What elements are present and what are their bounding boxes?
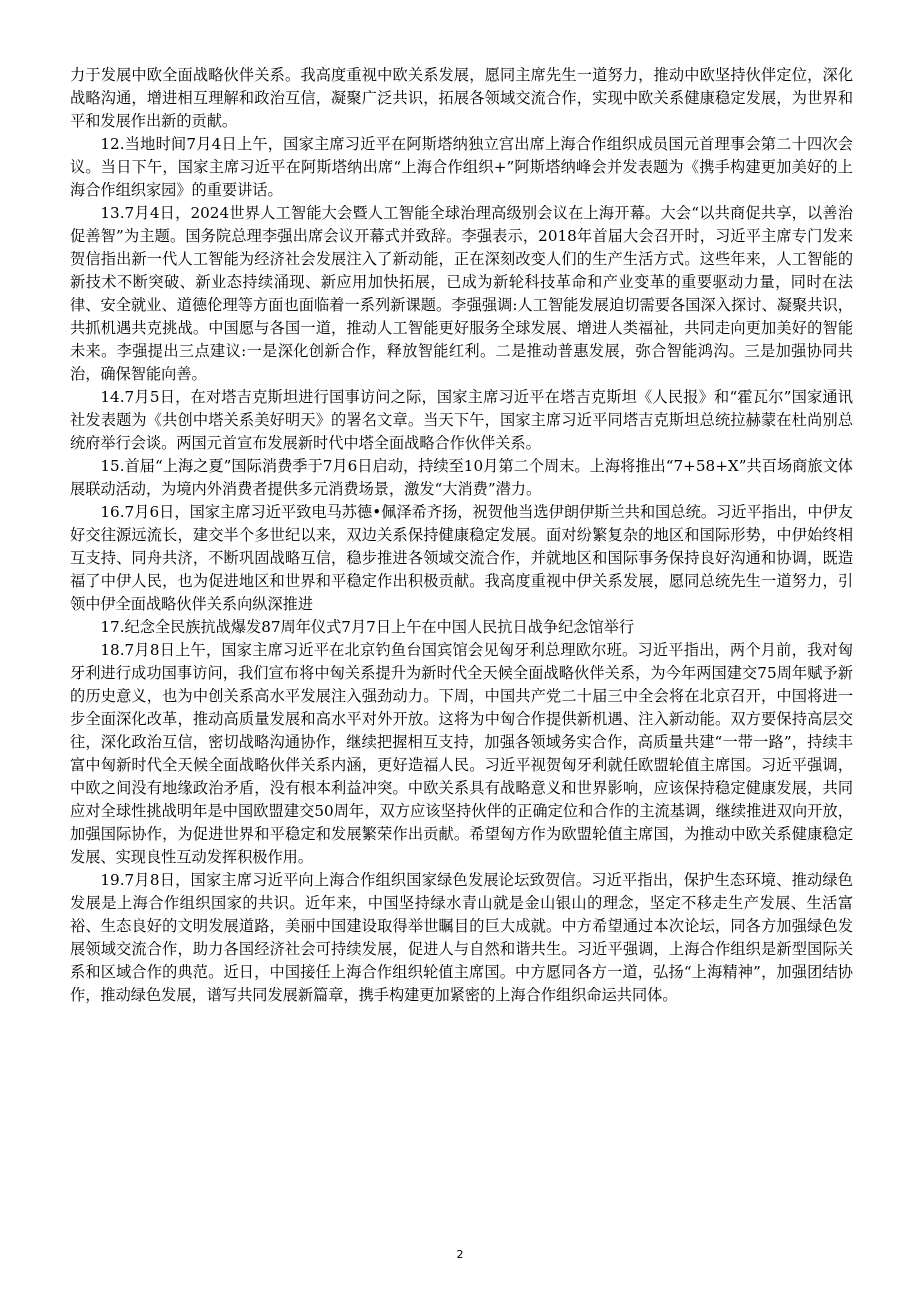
paragraph-item-12: 12.当地时间7月4日上午，国家主席习近平在阿斯塔纳独立宫出席上海合作组织成员国元首理事会第二十四次会议。当日下午，国家主席习近平在阿斯塔纳出席“上海合作组织+”阿斯塔纳峰会并发表题为《携手构建更加美好的上海合作组织家园》的重要讲话。 bbox=[70, 135, 853, 199]
paragraph-item-13: 13.7月4日，2024世界人工智能大会暨人工智能全球治理高级别会议在上海开幕。大会“以共商促共享，以善治促善智”为主题。国务院总理李强出席会议开幕式并致辞。李强表示，2018年首届大会召开时，习近平主席专门发来贺信指出新一代人工智能为经济社会发展注入了新动能，正在深刻改变人们的生产生活方式。这些年来，人工智能的新技术不断突破、新业态持续涌现、新应用加快拓展，已成为新轮科技革命和产业变革的重要驱动力量，同时在法律、安全就业、道德伦理等方面也面临着一系列新课题。李强强调:人工智能发展迫切需要各国深入探讨、凝聚共识，共抓机遇共克挑战。中国愿与各国一道，推动人工智能更好服务全球发展、增进人类福祉，共同走向更加美好的智能未来。李强提出三点建议:一是深化创新合作，释放智能红利。二是推动普惠发展，弥合智能鸿沟。三是加强协同共治，确保智能向善。 bbox=[70, 204, 853, 383]
document-body bbox=[70, 64, 853, 1007]
paragraph-continuation: 力于发展中欧全面战略伙伴关系。我高度重视中欧关系发展，愿同主席先生一道努力，推动中欧坚持伙伴定位，深化战略沟通，增进相互理解和政治互信，凝聚广泛共识，拓展各领域交流合作，实现中欧关系健康稳定发展，为世界和平和发展作出新的贡献。 bbox=[70, 66, 853, 130]
paragraph-item-16: 16.7月6日，国家主席习近平致电马苏德•佩泽希齐扬，祝贺他当选伊朗伊斯兰共和国总统。习近平指出，中伊友好交往源远流长，建交半个多世纪以来，双边关系保持健康稳定发展。面对纷繁复杂的地区和国际形势，中伊始终相互支持、同舟共济，不断巩固战略互信，稳步推进各领域交流合作，并就地区和国际事务保持良好沟通和协调，既造福了中伊人民，也为促进地区和世界和平稳定作出积极贡献。我高度重视中伊关系发展，愿同总统先生一道努力，引领中伊全面战略伙伴关系向纵深推进 bbox=[70, 503, 853, 613]
paragraph-item-14: 14.7月5日，在对塔吉克斯坦进行国事访问之际，国家主席习近平在塔吉克斯坦《人民报》和“霍瓦尔”国家通讯社发表题为《共创中塔关系美好明天》的署名文章。当天下午，国家主席习近平同塔吉克斯坦总统拉赫蒙在杜尚别总统府举行会谈。两国元首宣布发展新时代中塔全面战略合作伙伴关系。 bbox=[70, 388, 853, 452]
page-number: 2 bbox=[456, 1248, 464, 1261]
paragraph-item-19: 19.7月8日，国家主席习近平向上海合作组织国家绿色发展论坛致贺信。习近平指出，保护生态环境、推动绿色发展是上海合作组织国家的共识。近年来，中国坚持绿水青山就是金山银山的理念，坚定不移走生产发展、生活富裕、生态良好的文明发展道路，美丽中国建设取得举世瞩目的巨大成就。中方希望通过本次论坛，同各方加强绿色发展领域交流合作，助力各国经济社会可持续发展，促进人与自然和谐共生。习近平强调，上海合作组织是新型国际关系和区域合作的典范。近日，中国接任上海合作组织轮值主席国。中方愿同各方一道，弘扬“上海精神”，加强团结协作，推动绿色发展，谱写共同发展新篇章，携手构建更加紧密的上海合作组织命运共同体。 bbox=[70, 871, 853, 1004]
paragraph-item-17: 17.纪念全民族抗战爆发87周年仪式7月7日上午在中国人民抗日战争纪念馆举行 bbox=[100, 618, 635, 636]
paragraph-item-18: 18.7月8日上午，国家主席习近平在北京钓鱼台国宾馆会见匈牙利总理欧尔班。习近平指出，两个月前，我对匈牙利进行成功国事访问，我们宣布将中匈关系提升为新时代全天候全面战略伙伴关系，为今年两国建交75周年赋予新的历史意义，也为中创关系高水平发展注入强劲动力。下周，中国共产党二十届三中全会将在北京召开，中国将进一步全面深化改革，推动高质量发展和高水平对外开放。这将为中匈合作提供新机遇、注入新动能。双方要保持高层交往，深化政治互信，密切战略沟通协作，继续把握相互支持，加强各领域务实合作，高质量共建“一带一路”，持续丰富中匈新时代全天候全面战略伙伴关系内涵，更好造福人民。习近平视贺匈牙利就任欧盟轮值主席国。习近平强调，中欧之间没有地缘政治矛盾，没有根本利益冲突。中欧关系具有战略意义和世界影响，应该保持稳定健康发展，共同应对全球性挑战明年是中国欧盟建交50周年，双方应该坚持伙伴的正确定位和合作的主流基调，继续推进双向开放，加强国际协作，为促进世界和平稳定和发展繁荣作出贡献。希望匈方作为欧盟轮值主席国，为推动中欧关系健康稳定发展、实现良性互动发挥积极作用。 bbox=[70, 641, 853, 866]
paragraph-item-15: 15.首届“上海之夏”国际消费季于7月6日启动，持续至10月第二个周末。上海将推出“7+58+X”共百场商旅文体展联动活动，为境内外消费者提供多元消费场景，激发“大消费”潜力。 bbox=[70, 457, 853, 498]
